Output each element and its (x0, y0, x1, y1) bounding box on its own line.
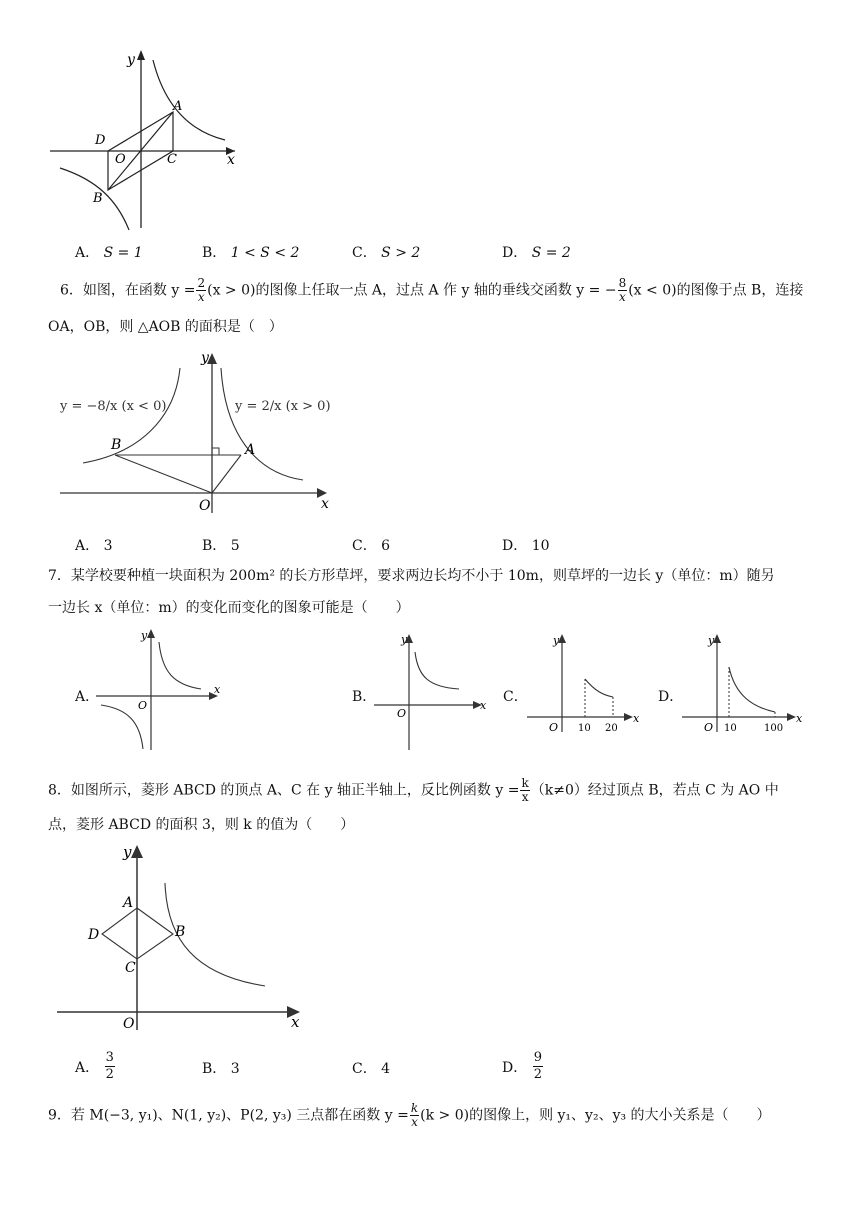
q5-option-a[interactable] (75, 242, 143, 262)
q8-option-c-letter: C． (352, 1061, 377, 1077)
q6-line2: OA，OB，则 △AOB 的面积是（ ） (48, 319, 283, 335)
q7c-y: y (553, 634, 560, 647)
q9-frac (410, 1102, 419, 1129)
q5-option-d[interactable] (502, 242, 571, 262)
q8-figure (55, 840, 310, 1035)
q7a-x: x (214, 683, 221, 696)
q5-option-b-text: 1 < S < 2 (230, 245, 300, 261)
q8-option-c-text: 4 (381, 1061, 391, 1077)
q7b-y: y (401, 633, 408, 646)
q7c-x: x (633, 712, 640, 725)
q6-option-c-letter: C． (352, 538, 377, 554)
q6-fig-A: A (245, 442, 256, 458)
q7d-x: x (796, 712, 803, 725)
q7-graph-c-letter[interactable]: C． (503, 689, 528, 705)
q8-text-a: 8．如图所示，菱形 ABCD 的顶点 A、C 在 y 轴正半轴上，反比例函数 y = (48, 782, 520, 799)
q7b-x: x (480, 699, 487, 712)
q8-option-a-num: 3 (105, 1050, 114, 1065)
q5-option-d-letter: D． (502, 245, 528, 261)
q7d-y: y (708, 634, 715, 647)
q5-fig-y: y (127, 52, 135, 68)
q6-frac1-num: 2 (197, 276, 206, 290)
q9-frac-den: x (411, 1115, 418, 1129)
q5-fig-O: O (115, 152, 126, 167)
q6-frac1-den: x (197, 290, 205, 304)
q9-line (48, 1102, 771, 1129)
q8-option-d[interactable] (502, 1050, 544, 1083)
q8-fig-C: C (125, 960, 136, 976)
q7d-tick-10: 10 (724, 723, 737, 734)
q8-frac-num: k (521, 776, 529, 790)
q5-option-b[interactable] (202, 242, 299, 262)
q8-option-a-frac (105, 1050, 115, 1083)
q6-option-a[interactable] (75, 535, 113, 555)
q5-figure (45, 40, 245, 235)
q6-option-b-letter: B． (202, 538, 227, 554)
q6-fig-x: x (321, 496, 329, 512)
q6-figure (55, 348, 340, 518)
q6-option-b-text: 5 (230, 538, 240, 554)
q8-option-b-text: 3 (230, 1061, 240, 1077)
q6-line1 (60, 277, 803, 304)
q8-option-a[interactable] (75, 1050, 116, 1083)
q8-fig-x: x (291, 1013, 300, 1031)
q8-fig-D: D (88, 927, 100, 943)
q8-option-c[interactable] (352, 1058, 390, 1078)
q8-fig-O: O (123, 1016, 135, 1032)
q6-option-c-text: 6 (381, 538, 391, 554)
q6-fig-y: y (201, 350, 209, 366)
q7-graph-d (680, 627, 810, 737)
q8-fig-y: y (123, 843, 132, 861)
q6-option-d-letter: D． (502, 538, 528, 554)
q8-text-b: （k≠0）经过顶点 B，若点 C 为 AO 中 (530, 782, 779, 799)
q7a-o: O (138, 699, 148, 712)
q7c-o: O (549, 721, 559, 734)
q6-option-d[interactable] (502, 535, 550, 555)
q8-option-d-den: 2 (533, 1067, 542, 1082)
q9-frac-num: k (410, 1101, 419, 1115)
q5-option-c-letter: C． (352, 245, 377, 261)
q7d-o: O (704, 721, 714, 734)
q6-option-a-text: 3 (103, 538, 113, 554)
q8-option-a-letter: A． (75, 1059, 100, 1076)
q8-option-d-letter: D． (502, 1059, 528, 1076)
q7-line2: 一边长 x（单位：m）的变化而变化的图象可能是（ ） (48, 600, 410, 616)
q5-fig-B: B (93, 191, 103, 206)
q8-option-d-frac (533, 1050, 543, 1083)
q9-text-b: 的图像上，则 y₁、y₂、y₃ 的大小关系是（ ） (469, 1107, 771, 1124)
q7a-y: y (141, 629, 148, 642)
q6-option-b[interactable] (202, 535, 240, 555)
q7-graph-a (96, 627, 226, 752)
q5-fig-x: x (227, 152, 235, 168)
q6-fig-right-label: y = 2/x (x > 0) (235, 399, 331, 414)
q7c-tick-10: 10 (578, 723, 591, 734)
q6-frac2 (618, 277, 628, 304)
q7-graph-a-letter[interactable]: A． (75, 689, 100, 705)
q7-graph-b (374, 627, 494, 752)
q8-line2: 点，菱形 ABCD 的面积 3，则 k 的值为（ ） (48, 817, 355, 833)
q6-fig-left-label: y = −8/x (x < 0) (60, 399, 167, 414)
q8-line1 (48, 777, 779, 804)
q8-option-b[interactable] (202, 1058, 240, 1078)
q7-graph-c (525, 627, 650, 737)
q6-frac2-den: x (619, 290, 626, 304)
q8-fig-A: A (123, 895, 134, 911)
q6-fig-B: B (111, 437, 122, 453)
q8-option-d-num: 9 (533, 1050, 542, 1065)
q5-option-b-letter: B． (202, 245, 227, 261)
q6-fig-O: O (199, 498, 211, 514)
q8-frac (520, 777, 529, 804)
q7-graph-d-letter[interactable]: D． (658, 689, 684, 705)
q5-option-d-text: S = 2 (531, 245, 571, 261)
q8-fig-B: B (175, 924, 186, 940)
q5-option-c-text: S > 2 (381, 245, 421, 261)
q7-line1: 7．某学校要种植一块面积为 200m² 的长方形草坪，要求两边长均不小于 10m，则草坪的一边长 y（单位：m）随另 (48, 568, 775, 584)
q6-cond2: (x < 0) (628, 282, 677, 299)
q6-option-c[interactable] (352, 535, 390, 555)
q5-fig-A: A (173, 99, 183, 114)
q5-option-c[interactable] (352, 242, 420, 262)
q6-num: 6． (60, 282, 83, 299)
q8-frac-den: x (521, 790, 529, 804)
q5-option-a-letter: A． (75, 245, 100, 261)
q9-text-a: 9．若 M(−3, y₁)、N(1, y₂)、P(2, y₃) 三点都在函数 y = (48, 1107, 409, 1124)
q6-frac1 (196, 277, 206, 304)
q7c-tick-20: 20 (605, 723, 618, 734)
q6-cond1: (x > 0) (207, 282, 256, 299)
q6-frac2-num: 8 (618, 276, 627, 290)
q6-text-c: 的图像于点 B，连接 (676, 282, 804, 299)
q8-option-b-letter: B． (202, 1061, 227, 1077)
q9-cond: (k > 0) (420, 1107, 470, 1124)
q7b-o: O (397, 707, 407, 720)
q8-option-a-den: 2 (105, 1067, 114, 1082)
q6-text-b: 的图像上任取一点 A，过点 A 作 y 轴的垂线交函数 y = − (255, 282, 617, 299)
q6-text-a: 如图，在函数 y = (82, 282, 196, 299)
q6-option-a-letter: A． (75, 538, 100, 554)
q6-option-d-text: 10 (531, 538, 550, 554)
q5-fig-D: D (95, 133, 106, 148)
q5-option-a-text: S = 1 (103, 245, 143, 261)
q7d-tick-100: 100 (764, 723, 784, 734)
q7-graph-b-letter[interactable]: B． (352, 689, 377, 705)
q5-fig-C: C (167, 152, 177, 167)
